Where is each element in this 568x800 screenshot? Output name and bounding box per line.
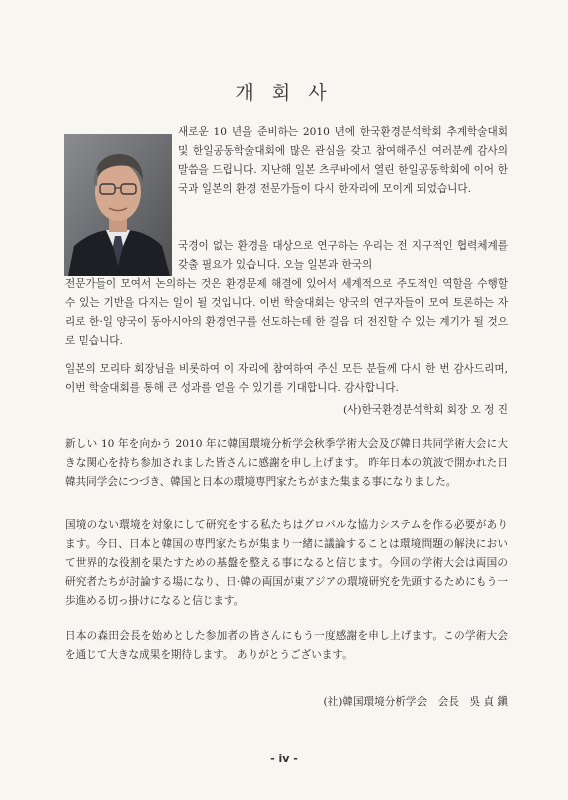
portrait-photo: [64, 134, 172, 276]
korean-paragraph-2-continued: 전문가들이 모여서 논의하는 것은 환경문제 해결에 있어서 세계적으로 주도적인 역할을 수행할 수 있는 기반을 다지는 일이 될 것입니다. 이번 학술대회는 양국의 연구자들이 모여 토론하는 자리로 한·일 양국이 동아시아의 환경연구를 선도하는데 한 걸음 더 전진할 수 있는 계기가 될 것으로 믿습니다.: [65, 278, 508, 347]
japanese-signature: (社)韓国環境分析学会 会長 吳 貞 鎭: [323, 696, 508, 708]
korean-signature: (사)한국환경분석학회 회장 오 정 진: [342, 404, 508, 416]
japanese-paragraph-2: 国境のない環境を対象にして研究をする私たちはグロバルな協力システムを作る必要があります。今日、日本と韓国の専門家たちが集まり一緒に議論することは環境問題の解決において世界的な役割を果たすための基盤を整える事になると信じます。今回の学術大会は両国の研究者たちが討論する場になり、日·韓の両国が東アジアの環境研究を先頭するためにもう一歩進める切っ掛けになると信じます。: [65, 519, 508, 607]
korean-paragraph-3: 일본의 모리타 회장님을 비롯하여 이 자리에 참여하여 주신 모든 분들께 다시 한 번 감사드리며, 이번 학술대회를 통해 큰 성과를 얻을 수 있기를 기대합니다. 감사합니다.: [65, 363, 508, 394]
page-number: - iv -: [270, 752, 298, 765]
page-title: 개 회 사: [235, 82, 333, 104]
japanese-paragraph-1: 新しい 10 年を向かう 2010 年に韓国環境分析学会秋季学術大会及び韓日共同学術大会に大きな関心を持ち参加されました皆さんに感謝を申し上げます。 昨年日本の筑波で開かれた日韓共同学会につづき、韓国と日本の環境専門家たちがまた集まる事になりました。: [65, 438, 508, 488]
japanese-paragraph-3: 日本の森田会長を始めとした参加者の皆さんにもう一度感謝を申し上げます。この学術大会を通じて大きな成果を期待します。 ありがとうございます。: [65, 630, 508, 661]
korean-paragraph-2-start: 국경이 없는 환경을 대상으로 연구하는 우리는 전 지구적인 협력체계를 갖출 필요가 있습니다. 오늘 일본과 한국의: [178, 240, 508, 271]
korean-paragraph-1: 새로운 10 년을 준비하는 2010 년에 한국환경분석학회 추계학술대회 및 한일공동학술대회에 많은 관심을 갖고 참여해주신 여러분께 감사의 말씀을 드립니다. 지난해 일본 츠쿠바에서 열린 한일공동학회에 이어 한국과 일본의 환경 전문가들이 다시 한자리에 모이게 되었습니다.: [178, 126, 508, 195]
